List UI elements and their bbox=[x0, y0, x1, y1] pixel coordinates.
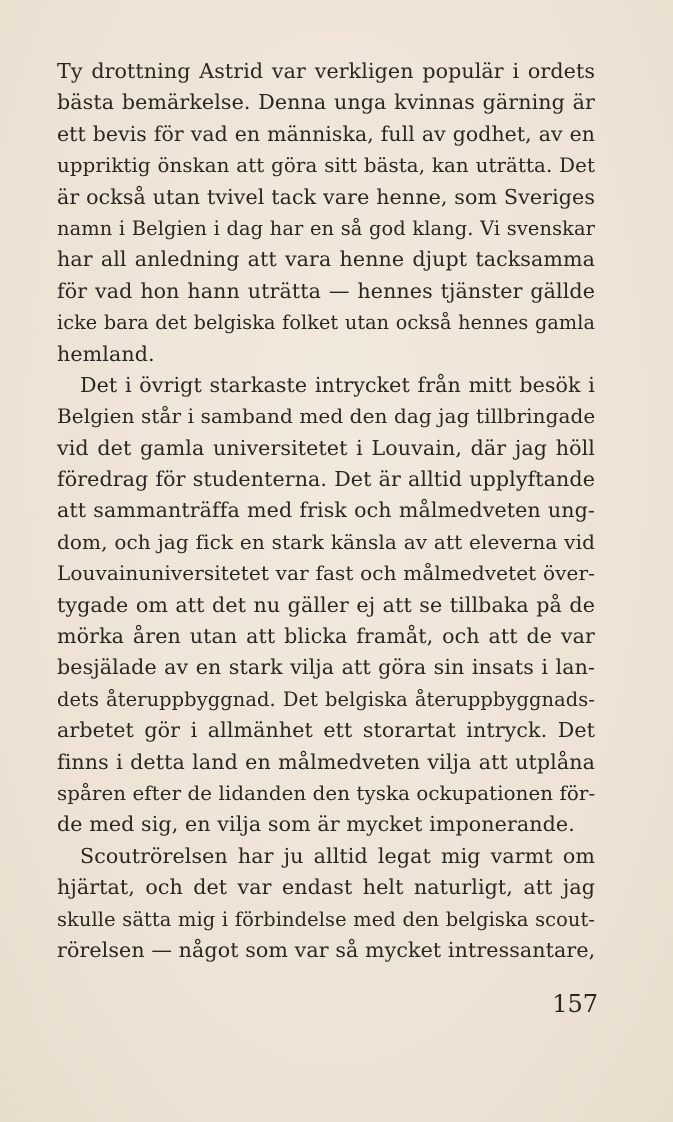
text-line: spåren efter de lidanden den tyska ockupationen för- bbox=[57, 781, 596, 805]
text-line: dom, och jag fick en stark känsla av att eleverna vid bbox=[57, 529, 595, 554]
text-line: icke bara det belgiska folket utan också hennes gamla bbox=[57, 311, 595, 335]
text-line: hemland. bbox=[57, 341, 155, 366]
text-line: dets återuppbyggnad. Det belgiska återuppbyggnads- bbox=[57, 687, 595, 711]
text-line: Scoutrörelsen har ju alltid legat mig varmt om bbox=[80, 843, 595, 868]
text-line: vid det gamla universitetet i Louvain, där jag höll bbox=[57, 435, 595, 460]
paragraph-1 bbox=[57, 56, 595, 370]
text-line: uppriktig önskan att göra sitt bästa, kan uträtta. Det bbox=[57, 154, 595, 178]
body-text bbox=[57, 56, 595, 966]
page-number: 157 bbox=[552, 990, 598, 1018]
text-line: Det i övrigt starkaste intrycket från mitt besök i bbox=[80, 372, 595, 397]
text-line: att sammanträffa med frisk och målmedveten ung- bbox=[57, 498, 595, 523]
text-line: skulle sätta mig i förbindelse med den belgiska scout- bbox=[57, 907, 595, 931]
text-line: föredrag för studenterna. Det är alltid upplyftande bbox=[57, 467, 595, 492]
text-line: de med sig, en vilja som är mycket imponerande. bbox=[57, 812, 575, 837]
text-line: är också utan tvivel tack vare henne, som Sveriges bbox=[57, 184, 595, 209]
text-line: rörelsen — något som var så mycket intressantare, bbox=[57, 937, 596, 962]
text-line: Belgien står i samband med den dag jag tillbringade bbox=[57, 404, 596, 429]
text-line: besjälade av en stark vilja att göra sin insats i lan- bbox=[57, 655, 595, 680]
text-line: namn i Belgien i dag har en så god klang. Vi svenskar bbox=[57, 216, 595, 240]
text-line: finns i detta land en målmedveten vilja att utplåna bbox=[57, 749, 595, 774]
paragraph-2 bbox=[57, 370, 595, 841]
text-line: tygade om att det nu gäller ej att se tillbaka på de bbox=[57, 592, 595, 617]
text-line: Ty drottning Astrid var verkligen populär i ordets bbox=[57, 59, 595, 83]
text-line: arbetet gör i allmänhet ett storartat intryck. Det bbox=[57, 718, 595, 743]
text-line: har all anledning att vara henne djupt tacksamma bbox=[57, 247, 595, 272]
paragraph-3 bbox=[57, 841, 595, 967]
text-line: ett bevis för vad en människa, full av godhet, av en bbox=[57, 121, 595, 146]
text-line: Louvainuniversitetet var fast och målmedvetet över- bbox=[57, 561, 595, 586]
text-line: för vad hon hann uträtta — hennes tjänster gällde bbox=[57, 278, 595, 303]
text-line: hjärtat, och det var endast helt naturligt, att jag bbox=[57, 875, 595, 900]
text-line: bästa bemärkelse. Denna unga kvinnas gärning är bbox=[57, 90, 595, 115]
text-line: mörka åren utan att blicka framåt, och att de var bbox=[57, 624, 595, 649]
